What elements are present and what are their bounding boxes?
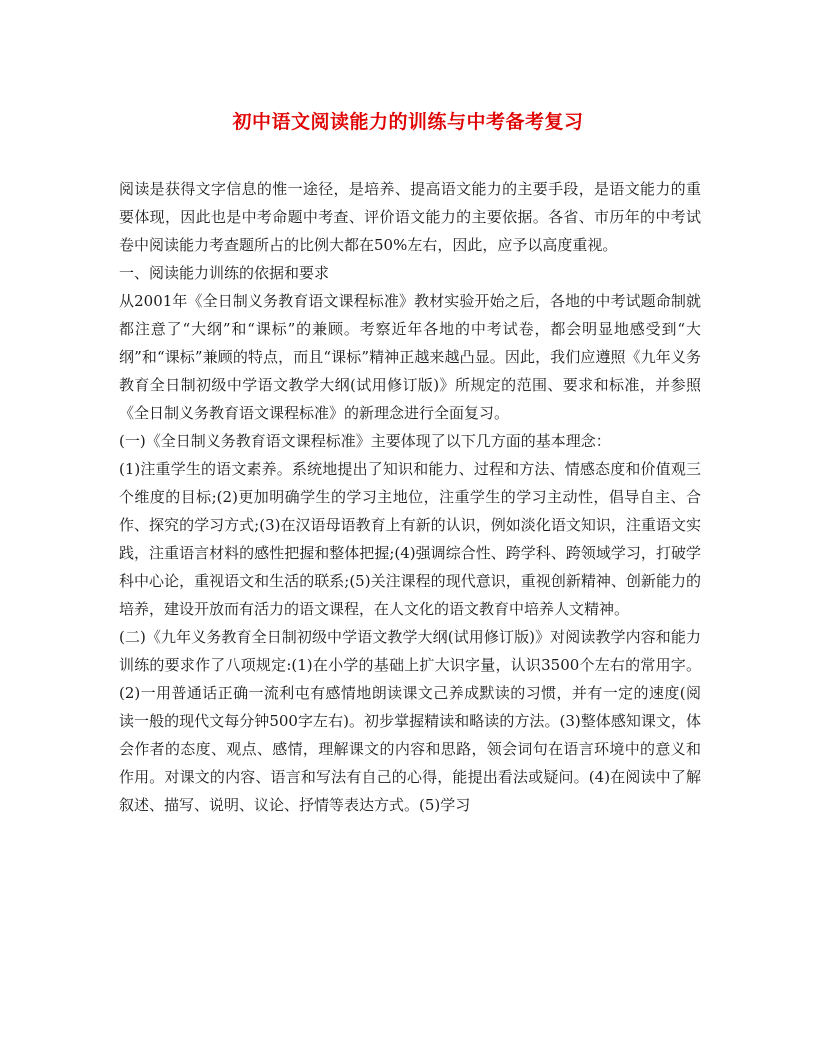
paragraph-curriculum-ideas: (1)注重学生的语文素养。系统地提出了知识和能力、过程和方法、情感态度和价值观三个维度的目标;(2)更加明确学生的学习主地位，注重学生的学习主动性，倡导自主、合作、探究的学习方式;(3)在汉语母语教育上有新的认识，例如淡化语文知识，注重语文实践，注重语言材料的感性把握和整体把握;(4)强调综合性、跨学科、跨领域学习，打破学科中心论，重视语文和生活的联系;(5)关注课程的现代意识，重视创新精神、创新能力的培养，建设开放而有活力的语文课程，在人文化的语文教育中培养人文精神。 bbox=[119, 460, 701, 618]
paragraph-intro: 阅读是获得文字信息的惟一途径，是培养、提高语文能力的主要手段，是语文能力的重要体现，因此也是中考命题中考查、评价语文能力的主要依据。各省、市历年的中考试卷中阅读能力考查题所占的比例大都在50%左右，因此，应予以高度重视。 bbox=[119, 180, 701, 254]
paragraph-background: 从2001年《全日制义务教育语文课程标准》教材实验开始之后，各地的中考试题命制就都注意了“大纲”和“课标”的兼顾。考察近年各地的中考试卷，都会明显地感受到“大纲”和“课标”兼顾的特点，而且“课标”精神正越来越凸显。因此，我们应遵照《九年义务教育全日制初级中学语文教学大纲(试用修订版)》所规定的范围、要求和标准，并参照《全日制义务教育语文课程标准》的新理念进行全面复习。 bbox=[119, 292, 701, 422]
document-body bbox=[119, 175, 701, 819]
paragraph-syllabus-requirements: (二)《九年义务教育全日制初级中学语文教学大纲(试用修订版)》对阅读教学内容和能力训练的要求作了八项规定:(1)在小学的基础上扩大识字量，认识3500个左右的常用字。(2)一用普通话正确一流利屯有感情地朗读课文己养成默读的习惯，并有一定的速度(阅读一般的现代文每分钟500字左右)。初步掌握精读和略读的方法。(3)整体感知课文，体会作者的态度、观点、感情，理解课文的内容和思路，领会词句在语言环境中的意义和作用。对课文的内容、语言和写法有自己的心得，能提出看法或疑问。(4)在阅读中了解叙述、描写、说明、议论、抒情等表达方式。(5)学习 bbox=[119, 628, 701, 814]
section-heading: 一、阅读能力训练的依据和要求 bbox=[119, 264, 330, 282]
document-title: 初中语文阅读能力的训练与中考备考复习 bbox=[232, 111, 584, 133]
subsection-heading-1: (一)《全日制义务教育语文课程标准》主要体现了以下几方面的基本理念： bbox=[119, 432, 611, 450]
